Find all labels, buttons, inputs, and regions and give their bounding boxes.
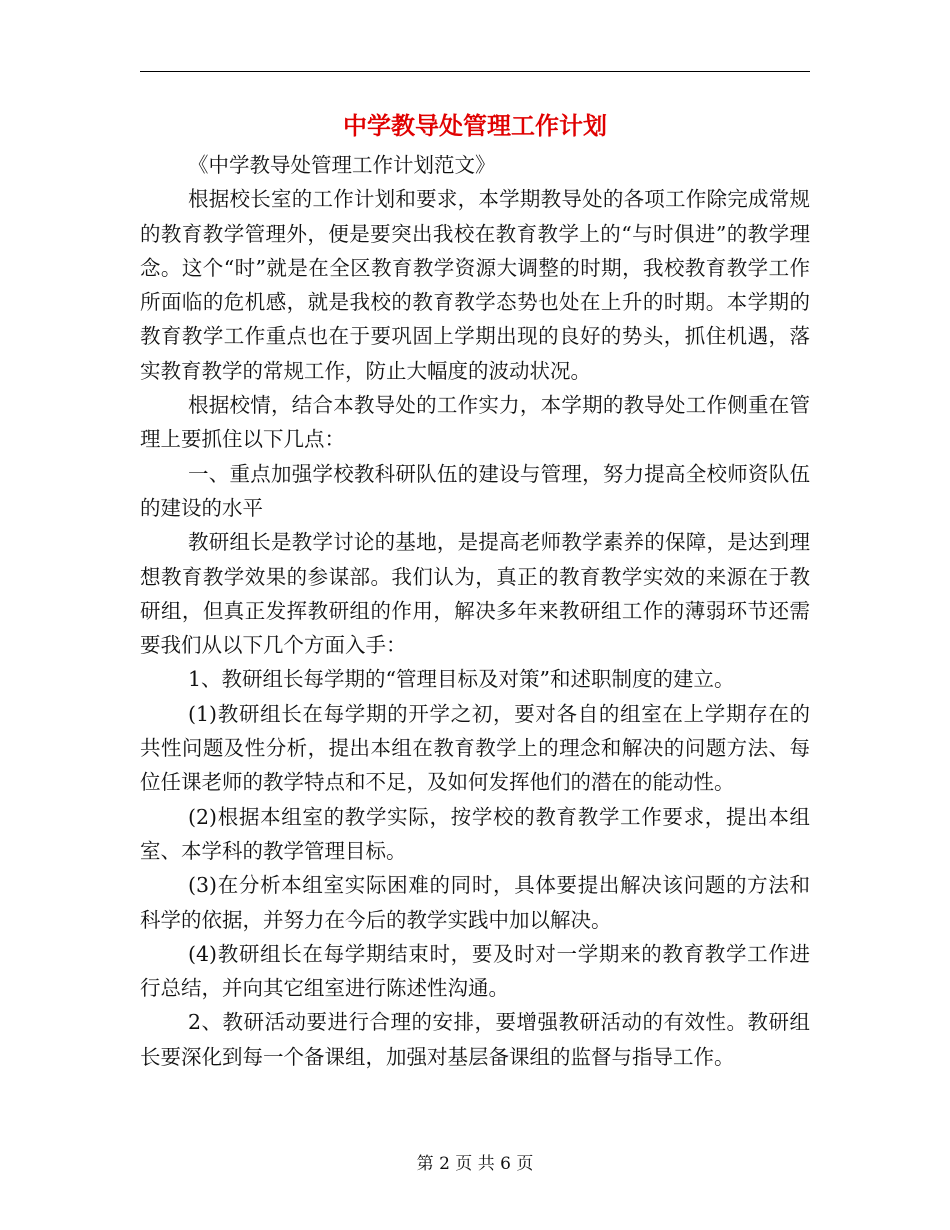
subitem-3: (3)在分析本组室实际困难的同时，具体要提出解决该问题的方法和科学的依据，并努力在今后的教学实践中加以解决。 <box>140 873 810 932</box>
subitem-4: (4)教研组长在每学期结束时，要及时对一学期来的教育教学工作进行总结，并向其它组室进行陈述性沟通。 <box>140 941 810 1001</box>
document-title: 中学教导处管理工作计划 <box>343 111 607 140</box>
paragraph-intro: 根据校长室的工作计划和要求，本学期教导处的各项工作除完成常规的教育教学管理外，便是要突出我校在教育教学上的“与时俱进”的教学理念。这个“时”就是在全区教育教学资源大调整的时期，我校教育教学工作所面临的危机感，就是我校的教育教学态势也处在上升的时期。本学期的教育教学工作重点也在于要巩固上学期出现的良好的势头，抓住机遇，落实教育教学的常规工作，防止大幅度的波动状况。 <box>140 187 810 383</box>
item-1: 1、教研组长每学期的“管理目标及对策”和述职制度的建立。 <box>188 667 735 692</box>
paragraph-subtitle: 《中学教导处管理工作计划范文》 <box>188 153 496 177</box>
paragraph-focus: 根据校情，结合本教导处的工作实力，本学期的教导处工作侧重在管理上要抓住以下几点： <box>140 393 810 452</box>
page-number: 第 2 页 共 6 页 <box>416 1154 534 1174</box>
paragraph-teaching-groups: 教研组长是教学讨论的基地，是提高老师教学素养的保障，是达到理想教育教学效果的参谋部。我们认为，真正的教育教学实效的来源在于教研组，但真正发挥教研组的作用，解决多年来教研组工作的薄弱环节还需要我们从以下几个方面入手： <box>140 530 810 658</box>
document-body <box>140 148 810 1074</box>
item-2: 2、教研活动要进行合理的安排，要增强教研活动的有效性。教研组长要深化到每一个备课组，加强对基层备课组的监督与指导工作。 <box>140 1010 810 1069</box>
header-rule <box>140 71 810 72</box>
subitem-1: (1)教研组长在每学期的开学之初，要对各自的组室在上学期存在的共性问题及性分析，提出本组在教育教学上的理念和解决的问题方法、每位任课老师的教学特点和不足，及如何发挥他们的潜在的能动性。 <box>140 701 810 795</box>
subitem-2: (2)根据本组室的教学实际，按学校的教育教学工作要求，提出本组室、本学科的教学管理目标。 <box>140 804 810 863</box>
section-heading-1: 一、重点加强学校教科研队伍的建设与管理，努力提高全校师资队伍的建设的水平 <box>140 461 810 520</box>
